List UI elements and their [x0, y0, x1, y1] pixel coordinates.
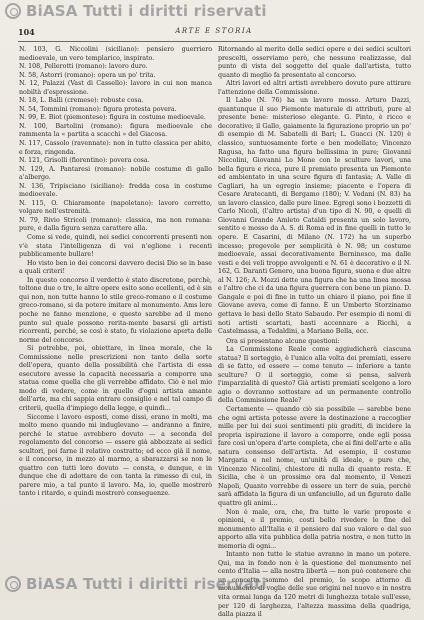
watermark-text: BiASA Tutti i diritti riservati [26, 575, 267, 593]
paragraph: Ora si presentano alcune questioni: [226, 337, 340, 345]
paragraph: N. 100, Bartolini (romano): figura medioevale che rammenta la « partita a scacchi » del Giacosa. [19, 122, 212, 139]
paragraph: N. 117, Cassolo (ravennate): non in tutto classica per abito, e forza, ringenda. [19, 140, 212, 156]
paragraph: Ho visto ben io dei concorsi davvero decisi Dio se in base a quali criteri! [19, 259, 212, 276]
paragraph: N. 115, O. Chiaramonte (napoletano): lavoro corretto, volgare nell'estremità. [19, 199, 212, 216]
biasa-logo-icon [5, 576, 21, 592]
paragraph: Il Labo (N. 76) ha un lavoro mosso. Arturo Dazzi, quantunque il suo Piemonte maturale di attributi, pure al presente bene: misterioso elegante. G. Pinto, è ricco e decorativo; il Gallo, gaiamente la figurazione proprio un po' di esempio di M. Sabatelli di Bari; L. Guacci (N. 120) è classico, suntuosamente forte e ben modellato; Vincenzo Ragusa, ha fatto una figura bellissima in pure; Giovanni Niccolini, Giovanni Lo Mone con le sculture lavori, una bella figura e ricca, pure il premiato presenta un Piemonte ed ambientato in una scure figura di fantasia; A. Valle di Cagliari, ha un egregio insieme; piacente e l'opera di Cesare Aratecanti, di Bergamo (180); V. Vedani (N. 83) ha un lavoro classico, dalle pure linee. Egregi sono i bozzetti di Carlo Nicoli, (l'altro artista) d'un tipo di N. 90, e quelli di Giovanni Grande Amleto Cataldi presenta un solo lavoro, sentito e mosso da A. S. di Roma ed in fine quelli in tutto le opere. E Casarini, di Milano (N. 172) ha un superbo incesso; pregevole per semplicità è N. 98; un costume medioevale, assai decorativamente Berninesco, ma dalle vesti e dei veli troppo avvolgenti e N. 61 è decorativo e il N. 162, G. Daranti Genero, una buona figura, suona e due altre al N. 126; A. Mozzi dette una figura che ha una linea mossa e l'altro che ci da una figura guerrera con bene un piano. D. Gangale e poi di fine in tutto un chiaro il piano, poi fine il Giovane aveva, come di fanno. È un Umberto Storzinamo gettava le basi dello Stato Sabaudo. Per esempio di nomi di noti artisti scartati, basti accennare a Ricchi, a Castelmassa, a Tedaldini, a Mariano Bella, ecc. [218, 97, 411, 336]
paragraph: Come si vede, quindi, nei sedici concorrenti presenti non v'è stata l'intelligenza di voi n'eglione i recenti pubblicamente bullare! [19, 234, 212, 259]
paragraph: N. 121, Grisolli (fiorentino): povera cosa. [19, 157, 150, 165]
paragraph: N. 54, Tommini (romano): figura protesta povera. [19, 105, 177, 113]
paragraph: N. 12, Palazzi (Vast di Cassello): lavoro in cui non manca nobiltà d'espressione. [19, 80, 212, 96]
paragraph: N. 103, G. Niccolini (siciliano): pensiero guerriero medioevale, un vero templarico, inspirato. [19, 46, 212, 62]
paragraph: Non è male, ora, che, fra tutte le varie proposte e opinioni, e il premio, costi bello rivedere le fine del monumento all'Italia e il pensiero dal suo valore e dal suo apporto alla vita pubblica della patria nostra, e non tutto in memoria di ogni... [218, 508, 411, 550]
paragraph: Si potrebbe, poi, obiettare, in linea morale, che la Commissione nelle prescrizioni non tanto della sorte dell'opera, quanto della possibilità che l'artista di essa esecutore avesse la capacità necessaria a comporre una statua come quella che gli verrebbe affidato. Ciò è nel mio modo di vedere, come in quello d'ogni artista amante dell'arte, ma chi sappia entrare consiglio e nel tal campo di criterii, quella d'impiego della legge, e quindi... [19, 345, 212, 412]
paragraph: Altri lavori ed altri artisti avrebbero dovuto pure attirare l'attenzione della Commissione. [218, 80, 411, 96]
watermark-bottom [0, 575, 424, 597]
running-title: ARTE E STORIA [175, 27, 253, 35]
paragraph: Certamente — quando ciò sia possibile — sarebbe bene che ogni artista potesse avere la destinazione a raccoglier mille per lui dei suoi sentimenti più graditi, di incidere la propria ispirazione il lavoro a comporre, onde egli possa fare così un'opera d'arte completa, che ai fini dell'arte e alla natura consenso dell'artista. Ad esempio, il costume Margaria e nel nome, un'unità di ideale, e pure che, Vincenzo Niccolini, chiestore di nulla di quanto resta. E Sicilia, che è un prossimo ora dal momento, il Venezi Napoli, Quanto vorrebbe di essere un terr de suia, perchè sarà affidata la figura di un unfanciullo, ad un figurato dalle quattro gli animi... [218, 405, 411, 507]
paragraph: N. 99, E. Biot (piemontese): figura in costume medioevale. [19, 114, 206, 122]
paragraph: N. 58, Astorri (romano): opera un po' trita. [19, 71, 156, 79]
paragraph: N. 108, Pellerotti (romano): lavoro duro. [19, 63, 148, 71]
paragraph: Intanto non tutte le statue avranno in mano un potere. Qui, ma in fondo non è la questione del monumento nel cento d'Italia — alla nostra libertà — non può contenere che un concetto sommo del premio, lo scopo attorno di monumento di voglie delle sue origini nel nuovo e in nostra vita ormai lunga da 120 metri di lunghezza totale sull'esse, per 120 di larghezza, l'altezza massima della quadriga, dalla piazza il [218, 551, 411, 619]
page-number: 104 [18, 27, 35, 37]
watermark-top [0, 2, 424, 24]
watermark-text: BiASA Tutti i diritti riservati [26, 2, 267, 20]
paragraph: Ritornando al merito delle sedici opere e dei sedici scultori prescelti, osserviamo però, che nessuno realizzasse, dal punto di vista del soggetto del quale dall'artista, tutto quanto di meglio fa presentato al concorso. [218, 46, 411, 79]
biasa-logo-icon [5, 3, 21, 19]
paragraph: N. 79, Rivio Stricoli (romano): classica, ma non romana: pure, e dalla figura senza carattere alla. [19, 216, 212, 233]
page-header [18, 27, 410, 42]
paragraph: N. 129, A. Pantaresi (romano): nobile costume di gallo a'albergo. [19, 165, 212, 182]
paragraph: In questo concorso il verdetto è stato discretone, perchè, toltone due o tre, le altre opere esito sono ecellenti, ed è sin qui non, non tutte hanno lo stile greco-romano e il costume greco-romano, si da potere imitare al monumento. Ams lere poche ne fanno menzione, e questo sarebbe ad il meno punto sul quale possono rerita-mente basarsi gli artisti ricorrenti, perché, se così è stato, fu violazione aperta delle norme del concorso. [19, 276, 212, 344]
left-text-column [19, 46, 212, 566]
paragraph: N. 136, Tripisciano (siciliano): fredda cosa in costume medioevale. [19, 182, 212, 199]
right-text-column [218, 46, 411, 619]
paragraph: N. 18, L. Balli (cremese): robuste cosa. [19, 97, 144, 105]
paragraph: La Commissione Reale come aggiudicherà ciascuna statua? Il sorteggio, è l'unico alla volta dei premiati, essere di se fatto, ed essere — come tenuto — inferiore a tante sculture? O il sorteggio, come si pensa, salverà l'imparzialità di questo? Già artisti premiati scelgono a loro agio o dovranno sottostare ad un permanente controllo della Commissione Reale? [218, 346, 411, 405]
paragraph: Siccome i lavoro esposti, come dissi, erano in molti, ma molto meno quando mi induglevano — andranno a finire, perché le statue avrebbero dovuto — a seconda del regolamento del concorso — essere già abbozzate ai sedici scultori, poi farne il relativo costratto; ed ecco già il nome, e il concorso, in mezzo al marmo, a sbarazzarsi se non le quattro con tutti loro dovuto — consta, e dunque, e in dunque che di adottare de con tanta la rimesso di cui, in parere mio, a tal punto il lavoro. Ma, io, quelle mostrerò tanto i ritardo, e quindi mostrerò conseguenze. [19, 413, 212, 498]
